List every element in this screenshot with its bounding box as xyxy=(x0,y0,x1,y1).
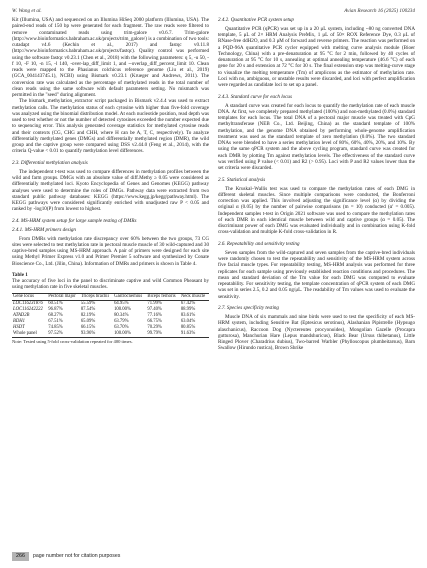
table-cell: 55.59% xyxy=(80,301,96,307)
table-cell: 63.79% xyxy=(114,319,129,325)
table-row xyxy=(12,331,209,338)
page-footer xyxy=(12,551,120,561)
paragraph-sequencing: Kit (Illumina, USA) and sequenced on an Illumina HiSeq 2000 platform (Illumina, USA). The paired-end reads of 150 bp were generated for each fragment. The raw reads were filtered to remove contaminated reads using trim-galore v0.6.7. Trim-galore (http://www.bioinformatics.babraham.ac.uk/projects/trim_galore/) is a combination of two tools: cutadapt v4.6 (Kechin et al., 2017) and fastqc v0.11.8 (http://www.bioinformatics.babraham.ac.uk/projects/fastqc). Quality control was performed using the software fastqc v0.23.1 (Chen et al., 2018) with the following parameters: q 5, -u 50, -f 10, -F 10, -n 15, -l 140, -over-lap_diff_limit 1, and --overlap_diff_percent_limit 10. Clean reads were mapped to the Phasianus colchicus reference genome (Liu et al., 2019) (GCA_004143745.1), NCBI) using Bismark v0.23.1 (Krueger and Andrews, 2011). The conversion rate was calculated as the percentage of methylated reads in the total number of clean reads using the same software with default parameters setting. No mismatch was permitted in the "seed" during alignment. xyxy=(12,17,209,98)
table-cell: 97.52% xyxy=(48,331,63,337)
paragraph-differential-analysis: The independent t-test was used to compare differences in methylation profiles between the wild and farm groups. DMGs with an absolute value of diff.Methy ≥ 0.05 were considered as differentially methylated loci. Kyoto Encyclopedia of Genes and Genomes (KEGG) pathway analyses were used to determine the roles of DMGs. Pathway data were extracted from two standard public pathway databases: KEGG (https://www.kegg.jp/kegg/pathway.html). The KEGG pathways were considered significantly enriched with unadjusted raw P < 0.05 and ranked by -log10(P) from lowest to highest. xyxy=(12,168,209,213)
table-cell: LOC116242222 xyxy=(13,307,43,313)
table-cell: 83.61% xyxy=(180,313,196,319)
section-heading-2-4-1: 2.4.1. MS-HRM primers design xyxy=(12,226,76,233)
running-header-journal: Avian Research 16 (2025) 100234 xyxy=(344,8,415,14)
paragraph-repeatability: Seven samples from the wild-captured and seven samples from the captive-bred individuals were randomly chosen to test the repeatability and sensitivity of the MS-HRM system across five facial muscle types. For repeatability testing, MS-HRM analysis was performed for three replicates for each sample using previously established reaction conditions and procedures. The mean and standard deviation of the Tm value for each DMG was computed to evaluate repeatability. For sensitivity testing, the template concentration of qPCR system of each DMG was set in series 2.5, 0.2 and 0.05 ng/μL. The readability of Tm values was used to evaluate the sensitivity. xyxy=(218,249,415,300)
table-cell: 80.34% xyxy=(114,313,129,319)
paragraph-primer-design: From DMRs with methylation rate discrepancy over 60% between the two groups, 73 CG sites were selected to test methylation rate in pectoral muscle muscle of 30 wild-captured and 30 captive-bred samples using MS-HRM approach. A pair of primers were designed for each site using Methyl Primer Express v1.0 and Primer Premier 5 software and synthesized by Conate Bioscience Co., Ltd. (Jilin, China). Information of DMRs and primers is shown in Table 4. xyxy=(12,235,209,267)
table-cell: 60.51% xyxy=(48,301,63,307)
accuracy-table xyxy=(12,293,209,339)
left-column xyxy=(12,17,209,345)
paragraph-methylation-calls: The bismark_methylation_extractor script packaged in Bismark v2.4.4 was used to extract methylation calls. The methylation status of each cytosine with higher than five-fold coverage was analyzed using the binomial distribution model. At each nucleotide position, read depth was used to test whether or not the number of detected cytosines exceeded the number expected due to sequencing error. This analysis generated coverage statistics for methylated cytosine reads and their contexts (CG, CHG and CHH, where H can be A, T, C, respectively). To analyze differentially methylated genes (DMGs) and differentially methylated region (DMR), the wild group and the captive group were compared using DSS v2.44.0 (Feng et al., 2014), with the criteria Q-value < 0.01 to quantify methylation level differences. xyxy=(12,98,209,155)
table-cell: 100.00% xyxy=(114,331,131,337)
table-cell: 80.85% xyxy=(180,325,196,331)
table-cell: 68.27% xyxy=(48,313,63,319)
table-label: Table 1 xyxy=(12,271,28,278)
table-header-cell: Neck muscle xyxy=(180,294,206,300)
page-number: 266 xyxy=(12,552,29,561)
table-cell: 96.87% xyxy=(48,307,63,313)
paragraph-standard-curve: A standard curve was created for each locus to quantify the methylation rate of each muscle DNA. At first, we completely prepared methylated (100%) and non-methylated (0.0%) standard templates for each locus. The total DNA of a pectoral major muscle was treated with CpG methyltransferase (NEB Co., Ltd. Beijing, China) as the standard template of 100% methylation, and the genome DNA obtained by performing whole-genome amplification treatment was used as the standard template of zero methylation (0.0%). The two standard DNAs were blended to have a series methylation level of 80%, 60%, 40%, 20%, and 10%. By using the same qPCR system and the above cycling program, standard curve was created for each DMR by plotting Tm against methylation levels. The effectiveness of the standard curve was verified using P value (< 0.01) and R2 (> 0.95). Loci with P and R2 values lower than the set criteria were discarded. xyxy=(218,102,415,171)
section-heading-2-7: 2.7. Species specificity testing xyxy=(218,305,279,312)
table-cell: 67.51% xyxy=(48,319,63,325)
table-cell: 93.96% xyxy=(80,331,96,337)
table-cell: 77.16% xyxy=(147,313,162,319)
section-heading-2-5: 2.5. Statistical analysis xyxy=(218,176,266,183)
table-cell: Whole panel xyxy=(13,331,37,337)
section-heading-2-3: 2.3. Differential methylation analysis xyxy=(12,160,88,166)
paragraph-qpcr-setup: Quantitative PCR (qPCR) was set up in a 20 μL system, including ~80 ng converted DNA template, 5 μL of 2× HRM Analysis PreMix, 1 μL of 50× ROX Reference Dye, 0.3 μL of RNase-free ddH2O, and 0.3 μM of forward and reverse primers. The reaction was performed on a PQD-96A quantitative PCR cycler equipped with melting curve analysis module (Bioer Technology, China) with a pre-denaturation at 95 °C for 2 min, followed by 40 cycles of denaturation at 95 °C for 10 s, annealing at optimal annealing temperature (46.6 °C) of each gene for 20 s and extension at 72 °C for 30 s. The final extension step was melting-curve stage to visualize the melting temperature (Tm) of amplicons as the estimator of methylation rate. Loci with no, ambiguous, or unstable results were discarded, and loci with perfect amplification were regarded as candidate loci to set up a panel. xyxy=(218,25,415,88)
table-cell: BDH1 xyxy=(13,319,25,325)
table-cell: HSDT xyxy=(13,325,25,331)
table-cell: 82.19% xyxy=(80,313,96,319)
table-cell: 63.04% xyxy=(180,319,196,325)
paragraph-statistics: The Kruskal–Wallis test was used to compare the methylation rates of each DMG in different skeletal muscles. Since multiple comparisons were conducted, the Bonferroni correction was applied. This involved adjusting the significance level (α) by dividing the original α (0.05) by the number of pairwise comparisons (m = 10) conducted (α' = 0.005). Independent samples t-test in Origin 2021 software was used to compare the methylation rates of each DMR in each identical muscle between wild and captive groups (α = 0.05). The discriminant power of each DMG was evaluated individually and in combination using K-fold cross-validation and multiple K-fold cross-validation in R. xyxy=(218,185,415,236)
table-header-cell: Pectoral major xyxy=(48,294,76,300)
table-cell: 74.85% xyxy=(48,325,63,331)
section-heading-2-6: 2.6. Repeatability and sensitivity testing xyxy=(218,241,300,247)
page-footer-note: page number not for citation purposes xyxy=(33,553,121,559)
table-cell: 99.79% xyxy=(147,331,162,337)
right-column xyxy=(218,17,415,352)
table-cell: 66.15% xyxy=(80,325,96,331)
section-heading-2-4-3: 2.4.3. Standard curve for each locus xyxy=(218,93,292,100)
table-cell: 70.29% xyxy=(147,325,162,331)
table-header-cell: Triceps brachii xyxy=(80,294,109,300)
table-cell: 65.09% xyxy=(80,319,96,325)
table-cell: 91.63% xyxy=(180,331,196,337)
table-cell: 88.99% xyxy=(180,307,196,313)
table-cell: ATAD2B xyxy=(13,313,30,319)
table-header-cell: Gene locus xyxy=(13,294,34,300)
table-cell: 87.54% xyxy=(80,307,96,313)
table-caption-text: The accuracy of five loci in the panel to discriminate captive and wild Common Pheasant by using methylation rate in five skeletal muscles. xyxy=(12,278,209,291)
table-cell: 64.95% xyxy=(114,301,129,307)
paragraph-species-specificity: Muscle DNA of six mammals and nine birds were used to test the specificity of each MS-HRM system, including Sensitive Bat (Eptesicus serotinus), Alashanian Pipistrelle (Hypsugo alaschanicus), Raccoon Dog (Nyctereutes procyonoides), Mongolian Gazelle (Procapra gutturosa), Manchurian Hare (Lepus mandshuricus), Black Bear (Ursus thibetanus), Little Ringed Plover (Charadrius dubius), Two-barred Warbler (Phylloscopus plumbeitarsus), Barn Swallow (Hirundo rustica), Brown Shrike xyxy=(218,314,415,352)
table-cell: LOC116231876 xyxy=(13,301,43,307)
table-cell: 67.42% xyxy=(180,301,196,307)
table-header-cell: Biceps femoris xyxy=(147,294,176,300)
table-header-cell: Gastrocnemius xyxy=(114,294,143,300)
table-caption xyxy=(12,272,209,291)
table-cell: 97.40% xyxy=(147,307,162,313)
running-header-authors: W. Wang et al. xyxy=(12,8,42,14)
section-heading-2-4: 2.4. MS-HRM system setup for large sample testing of DMRs xyxy=(12,218,137,224)
table-cell: 100.00% xyxy=(114,307,131,313)
table-header-row xyxy=(12,293,209,301)
table-note: Note: Tested using 5-fold cross-validation repeated for 400 times. xyxy=(12,339,133,345)
section-heading-2-4-2: 2.4.2. Quantitative PCR system setup xyxy=(218,17,294,23)
table-cell: 66.75% xyxy=(147,319,162,325)
table-cell: 63.70% xyxy=(114,325,129,331)
table-cell: 71.99% xyxy=(147,301,162,307)
